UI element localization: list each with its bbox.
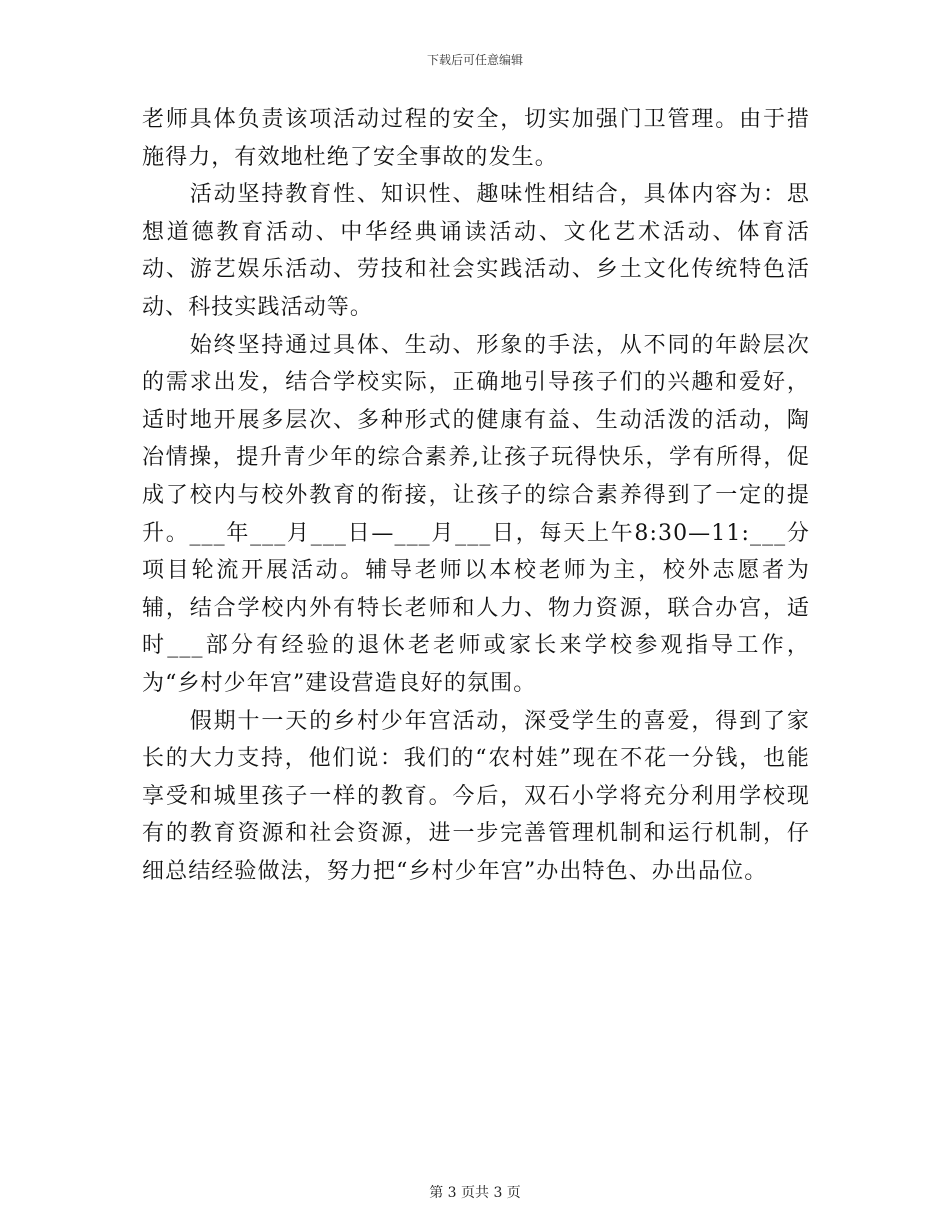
paragraph-activity-methods: 始终坚持通过具体、生动、形象的手法，从不同的年龄层次的需求出发，结合学校实际，正确地引导孩子们的兴趣和爱好，适时地开展多层次、多种形式的健康有益、生动活泼的活动，陶冶情操，提升青少年的综合素养,让孩子玩得快乐，学有所得，促成了校内与校外教育的衔接，让孩子的综合素养得到了一定的提升。___年___月___日—___月___日，每天上午8:30—11:___分项目轮流开展活动。辅导老师以本校老师为主，校外志愿者为辅，结合学校内外有特长老师和人力、物力资源，联合办宫，适时___部分有经验的退休老老师或家长来学校参观指导工作，为“乡村少年宫”建设营造良好的氛围。 xyxy=(142,332,810,696)
paragraph-summary: 假期十一天的乡村少年宫活动，深受学生的喜爱，得到了家长的大力支持，他们说：我们的“农村娃”现在不花一分钱，也能享受和城里孩子一样的教育。今后，双石小学将充分利用学校现有的教育资源和社会资源，进一步完善管理机制和运行机制，仔细总结经验做法，努力把“乡村少年宫”办出特色、办出品位。 xyxy=(142,708,810,884)
page-header: 下载后可任意编辑 xyxy=(426,53,523,67)
document-body xyxy=(142,101,810,890)
paragraph-safety-continued: 老师具体负责该项活动过程的安全，切实加强门卫管理。由于措施得力，有效地杜绝了安全事故的发生。 xyxy=(142,107,810,170)
page-footer: 第 3 页共 3 页 xyxy=(429,1185,521,1201)
paragraph-activity-content: 活动坚持教育性、知识性、趣味性相结合，具体内容为：思想道德教育活动、中华经典诵读活动、文化艺术活动、体育活动、游艺娱乐活动、劳技和社会实践活动、乡土文化传统特色活动、科技实践活动等。 xyxy=(142,182,810,320)
